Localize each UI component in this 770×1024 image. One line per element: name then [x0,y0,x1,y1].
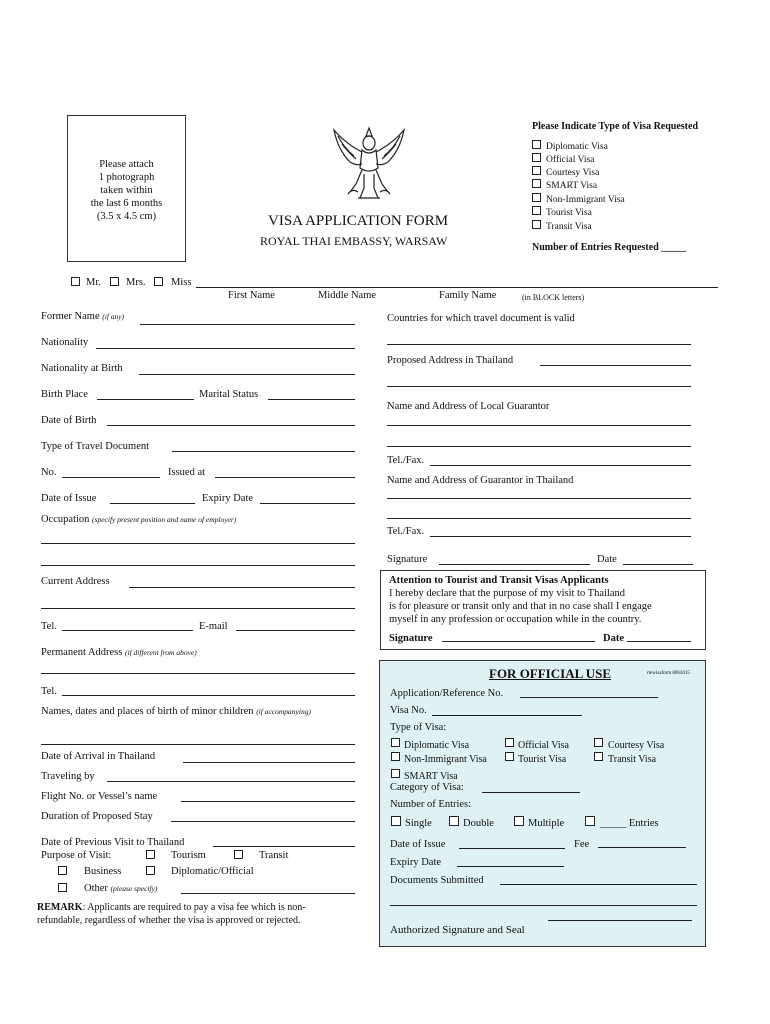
entries-custom-label: _____ Entries [600,818,659,829]
authorized-signature-label: Authorized Signature and Seal [390,924,525,936]
app-no-label: Application/Reference No. [390,688,504,699]
visa-type-option: SMART Visa [546,181,598,191]
travel-doc-line[interactable] [172,451,355,452]
num-entries-label: Number of Entries: [390,799,472,810]
signature-date-line[interactable] [623,564,693,565]
doc-no-line[interactable] [62,477,160,478]
purpose-business-checkbox[interactable] [58,866,67,875]
thai-guarantor-label: Name and Address of Guarantor in Thailand [387,475,574,486]
visa-type-checkbox[interactable] [532,193,541,202]
fee-line[interactable] [598,847,686,848]
visa-type-checkbox[interactable] [532,140,541,149]
issue-date-label: Date of Issue [41,493,97,504]
official-expiry-line[interactable] [457,866,564,867]
proposed-address-line[interactable] [387,386,691,387]
visa-type-checkbox[interactable] [532,220,541,229]
visa-type-heading: Please Indicate Type of Visa Requested [532,121,699,132]
purpose-transit-checkbox[interactable] [234,850,243,859]
attention-signature-line[interactable] [442,641,595,642]
form-title: VISA APPLICATION FORM [268,213,449,229]
arrival-date-line[interactable] [183,762,355,763]
attention-heading: Attention to Tourist and Transit Visas Applicants [389,575,609,586]
documents-line[interactable] [548,920,692,921]
photo-line: the last 6 months [90,198,163,209]
documents-label: Documents Submitted [390,875,484,886]
remark-text: refundable, regardless of whether the visa is approved or rejected. [37,915,301,926]
official-type-checkbox[interactable] [391,752,400,761]
attention-date-line[interactable] [627,641,691,642]
issued-at-line[interactable] [215,477,355,478]
visa-no-line[interactable] [432,715,582,716]
title-mrs-label: Mrs. [126,277,146,288]
attention-line: is for pleasure or transit only and that in no case shall I engage [389,601,652,612]
issue-date-line[interactable] [110,503,195,504]
remark-text: REMARK: Applicants are required to pay a visa fee which is non- [37,902,306,913]
thai-guarantor-line[interactable] [387,498,691,499]
permanent-address-label: Permanent Address (if different from above) [41,647,197,658]
occupation-line[interactable] [41,543,355,544]
official-type-label: Tourist Visa [518,754,567,765]
category-label: Category of Visa: [390,782,464,793]
purpose-other-line[interactable] [181,893,355,894]
nationality-line[interactable] [96,348,355,349]
entries-double-label: Double [463,818,494,829]
expiry-date-label: Expiry Date [202,493,254,504]
attention-signature-label: Signature [389,633,433,644]
signature-line[interactable] [439,564,590,565]
attention-line: I hereby declare that the purpose of my visit to Thailand [389,588,625,599]
visa-type-option: Tourist Visa [546,208,592,218]
stay-line[interactable] [171,821,355,822]
official-expiry-label: Expiry Date [390,857,442,868]
entries-single-checkbox[interactable] [391,816,401,826]
arrival-date-label: Date of Arrival in Thailand [41,751,156,762]
entries-single-label: Single [405,818,432,829]
current-address-line[interactable] [41,608,355,609]
official-issue-date-line[interactable] [459,848,565,849]
doc-no-label: No. [41,467,57,478]
purpose-transit-label: Transit [259,850,289,861]
purpose-diplomatic-checkbox[interactable] [146,866,155,875]
current-address-label: Current Address [41,576,110,587]
garuda-emblem-icon [328,122,410,204]
visa-type-checkbox[interactable] [532,179,541,188]
dob-line[interactable] [107,425,355,426]
official-type-label: Official Visa [518,740,569,751]
purpose-label: Purpose of Visit: [41,850,112,861]
marital-status-label: Marital Status [199,389,259,400]
official-issue-date-label: Date of Issue [390,839,446,850]
form-subtitle: ROYAL THAI EMBASSY, WARSAW [260,234,448,248]
official-heading: FOR OFFICIAL USE [489,666,612,681]
block-letters-note: (in BLOCK letters) [522,293,585,302]
photo-line: (3.5 x 4.5 cm) [96,211,157,222]
entries-multiple-checkbox[interactable] [514,816,524,826]
attention-date-label: Date [603,633,624,644]
entries-custom-checkbox[interactable] [585,816,595,826]
fee-label: Fee [574,839,590,850]
nationality-label: Nationality [41,337,89,348]
permanent-address-line[interactable] [41,673,355,674]
proposed-address-label: Proposed Address in Thailand [387,355,514,366]
email-label: E-mail [199,621,228,632]
documents-line[interactable] [390,905,697,906]
visa-type-checkbox[interactable] [532,153,541,162]
title-mrs-checkbox[interactable] [110,277,119,286]
stay-label: Duration of Proposed Stay [41,811,153,822]
purpose-tourism-label: Tourism [171,850,206,861]
middle-name-label: Middle Name [318,290,377,301]
visa-type-option: Non-Immigrant Visa [546,195,625,205]
title-miss-checkbox[interactable] [154,277,163,286]
photo-line: taken within [100,185,153,196]
previous-visit-line[interactable] [213,846,355,847]
signature-label: Signature [387,554,428,565]
title-miss-label: Miss [171,277,192,288]
former-name-line[interactable] [140,324,355,325]
countries-label: Countries for which travel document is valid [387,313,575,324]
tel-label: Tel. [41,621,57,632]
visa-type-option: Official Visa [546,155,595,165]
local-guarantor-label: Name and Address of Local Guarantor [387,401,550,412]
traveling-by-line[interactable] [107,781,355,782]
signature-date-label: Date [597,554,617,565]
type-visa-label: Type of Visa: [390,722,447,733]
form-code: rtewisaform 8062015 [647,671,690,676]
marital-status-line[interactable] [268,399,355,400]
title-mr-checkbox[interactable] [71,277,80,286]
documents-line[interactable] [500,884,697,885]
app-no-line[interactable] [520,697,658,698]
official-type-label: Transit Visa [608,754,657,765]
entries-double-checkbox[interactable] [449,816,459,826]
official-type-checkbox[interactable] [391,738,400,747]
official-type-checkbox[interactable] [594,752,603,761]
title-mr-label: Mr. [86,277,101,288]
official-type-checkbox[interactable] [505,752,514,761]
telfax2-line[interactable] [430,536,691,537]
occupation-label: Occupation (specify present position and name of employer) [41,514,237,525]
visa-type-option: Diplomatic Visa [546,142,608,152]
birth-place-line[interactable] [97,399,194,400]
full-name-line[interactable] [196,287,718,288]
official-type-label: Courtesy Visa [608,740,665,751]
visa-no-label: Visa No. [390,705,427,716]
tel2-label: Tel. [41,686,57,697]
visa-type-option: Courtesy Visa [546,168,600,178]
countries-line[interactable] [387,344,691,345]
birth-place-label: Birth Place [41,389,88,400]
flight-label: Flight No. or Vessel’s name [41,791,158,802]
visa-type-option: Transit Visa [546,222,592,232]
previous-visit-label: Date of Previous Visit to Thailand [41,837,185,848]
flight-line[interactable] [181,801,355,802]
official-type-checkbox[interactable] [505,738,514,747]
category-line[interactable] [482,792,580,793]
traveling-by-label: Traveling by [41,771,95,782]
attention-line: myself in any profession or occupation while in the country. [389,614,642,625]
official-type-label: Non-Immigrant Visa [404,754,487,765]
nationality-birth-label: Nationality at Birth [41,363,123,374]
telfax2-label: Tel./Fax. [387,526,425,537]
official-type-label: SMART Visa [404,771,458,782]
local-guarantor-line[interactable] [387,446,691,447]
occupation-line[interactable] [41,565,355,566]
first-name-label: First Name [228,290,275,301]
issued-at-label: Issued at [168,467,206,478]
dob-label: Date of Birth [41,415,97,426]
minor-children-label: Names, dates and places of birth of minor children (if accompanying) [41,706,311,717]
current-address-line[interactable] [129,587,355,588]
official-type-checkbox[interactable] [594,738,603,747]
former-name-label: Former Name (if any) [41,311,125,322]
entries-multiple-label: Multiple [528,818,565,829]
expiry-date-line[interactable] [260,503,355,504]
telfax1-line[interactable] [430,465,691,466]
proposed-address-line[interactable] [540,365,691,366]
minor-children-line[interactable] [41,744,355,745]
purpose-diplomatic-label: Diplomatic/Official [171,866,254,877]
local-guarantor-line[interactable] [387,425,691,426]
entries-requested-label: Number of Entries Requested _____ [532,242,687,253]
official-type-label: Diplomatic Visa [404,740,470,751]
visa-type-checkbox[interactable] [532,206,541,215]
purpose-other-checkbox[interactable] [58,883,67,892]
official-type-checkbox[interactable] [391,769,400,778]
telfax1-label: Tel./Fax. [387,455,425,466]
photo-line: 1 photograph [98,172,155,183]
family-name-label: Family Name [439,290,497,301]
email-line[interactable] [236,630,355,631]
thai-guarantor-line[interactable] [387,518,691,519]
nationality-birth-line[interactable] [139,374,355,375]
purpose-tourism-checkbox[interactable] [146,850,155,859]
purpose-other-label: Other (please specify) [84,883,158,894]
photo-line: Please attach [99,159,154,170]
travel-doc-label: Type of Travel Document [41,441,150,452]
purpose-business-label: Business [84,866,122,877]
tel2-line[interactable] [62,695,355,696]
tel-line[interactable] [62,630,193,631]
visa-type-checkbox[interactable] [532,166,541,175]
